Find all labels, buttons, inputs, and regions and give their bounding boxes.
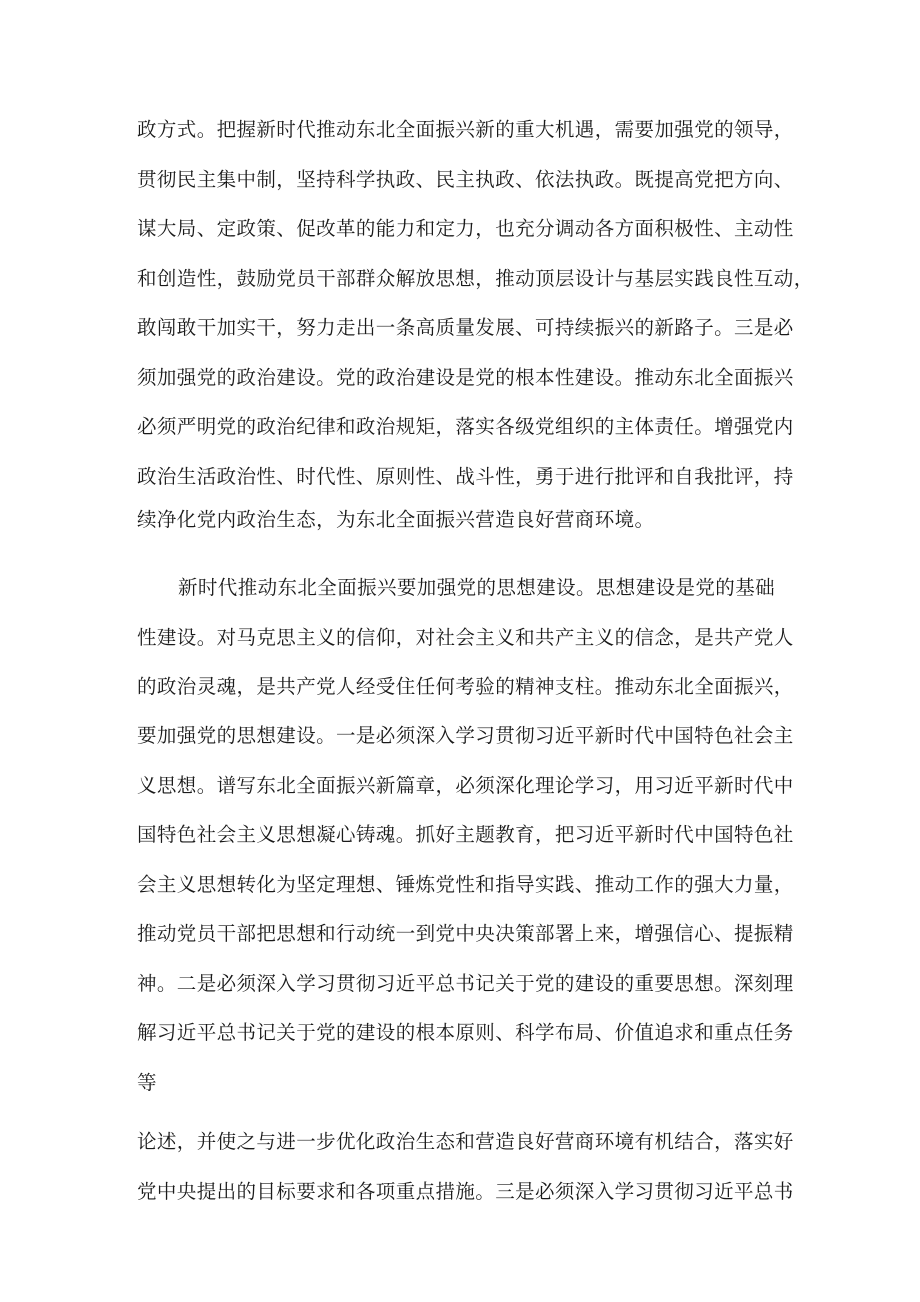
- text-line: 论述，并使之与进一步优化政治生态和营造良好营商环境有机结合，落实好: [137, 1130, 794, 1153]
- text-line: 续净化党内政治生态，为东北全面振兴营造良好营商环境。: [137, 508, 655, 531]
- text-line: 解习近平总书记关于党的建设的根本原则、科学布局、价值追求和重点任务: [137, 1021, 794, 1044]
- text-line: 政治生活政治性、时代性、原则性、战斗性，勇于进行批评和自我批评，持: [137, 465, 794, 488]
- text-line: 贯彻民主集中制，坚持科学执政、民主执政、依法执政。既提高党把方向、: [137, 168, 794, 191]
- text-line: 神。二是必须深入学习贯彻习近平总书记关于党的建设的重要思想。深刻理: [137, 972, 794, 995]
- text-line: 等: [137, 1071, 157, 1094]
- text-line: 谋大局、定政策、促改革的能力和定力，也充分调动各方面积极性、主动性: [137, 217, 794, 240]
- text-line: 和创造性，鼓励党员干部群众解放思想，推动顶层设计与基层实践良性互动，: [137, 267, 814, 290]
- text-line: 会主义思想转化为坚定理想、锤炼党性和指导实践、推动工作的强大力量，: [137, 873, 794, 896]
- text-line: 必须严明党的政治纪律和政治规矩，落实各级党组织的主体责任。增强党内: [137, 415, 794, 438]
- text-line: 党中央提出的目标要求和各项重点措施。三是必须深入学习贯彻习近平总书: [137, 1180, 794, 1203]
- text-line: 须加强党的政治建设。党的政治建设是党的根本性建设。推动东北全面振兴: [137, 366, 794, 389]
- text-line: 政方式。把握新时代推动东北全面振兴新的重大机遇，需要加强党的领导，: [137, 118, 794, 141]
- text-line: 性建设。对马克思主义的信仰，对社会主义和共产主义的信念，是共产党人: [137, 626, 794, 649]
- text-line: 的政治灵魂，是共产党人经受住任何考验的精神支柱。推动东北全面振兴，: [137, 675, 794, 698]
- text-line: 敢闯敢干加实干，努力走出一条高质量发展、可持续振兴的新路子。三是必: [137, 316, 794, 339]
- text-line: 国特色社会主义思想凝心铸魂。抓好主题教育，把习近平新时代中国特色社: [137, 823, 794, 846]
- text-line: 要加强党的思想建设。一是必须深入学习贯彻习近平新时代中国特色社会主: [137, 724, 794, 747]
- text-line: 义思想。谱写东北全面振兴新篇章，必须深化理论学习，用习近平新时代中: [137, 774, 794, 797]
- text-line: 新时代推动东北全面振兴要加强党的思想建设。思想建设是党的基础: [178, 576, 776, 599]
- text-line: 推动党员干部把思想和行动统一到党中央决策部署上来，增强信心、提振精: [137, 922, 794, 945]
